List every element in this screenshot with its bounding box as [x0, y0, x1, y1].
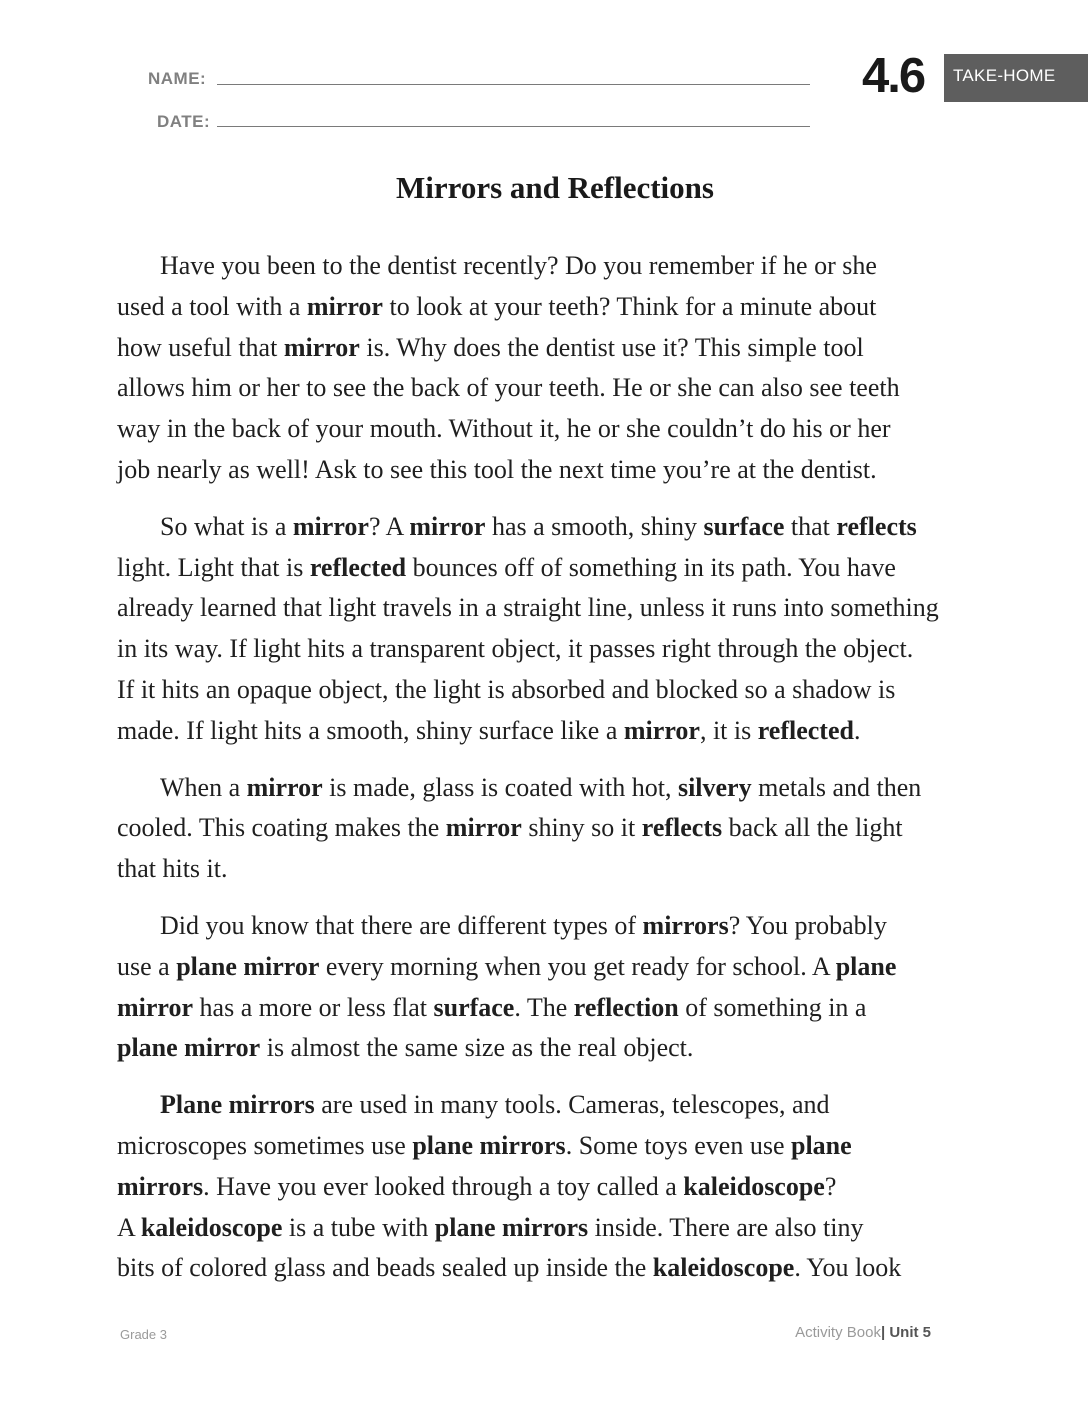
bold-term: plane mirror — [176, 951, 320, 981]
text-run: back all the light — [722, 813, 903, 843]
date-label: DATE: — [157, 112, 211, 131]
bold-term: mirror — [445, 813, 522, 843]
text-run: When a — [160, 772, 247, 802]
text-run: how useful that — [117, 332, 284, 362]
text-run: already learned that light travels in a straight line, unless it runs into something — [117, 593, 939, 623]
name-field[interactable] — [217, 84, 810, 85]
text-line — [117, 507, 1017, 548]
text-run: in its way. If light hits a transparent object, it passes right through the object. — [117, 634, 914, 664]
paragraph — [117, 507, 1017, 752]
text-run: inside. There are also tiny — [588, 1212, 864, 1242]
text-line — [117, 1167, 1017, 1208]
text-run: . Some toys even use — [565, 1130, 791, 1160]
footer-book-info — [795, 1324, 931, 1341]
bold-term: surface — [703, 511, 785, 541]
page-title: Mirrors and Reflections — [396, 170, 714, 205]
text-run: bounces off of something in its path. You have — [406, 552, 896, 582]
article-body — [117, 246, 1017, 1305]
text-run: allows him or her to see the back of your teeth. He or she can also see teeth — [117, 373, 900, 403]
bold-term: plane — [835, 951, 897, 981]
footer-grade: Grade 3 — [120, 1327, 167, 1342]
text-line — [117, 947, 1017, 988]
text-run: ? A — [368, 511, 410, 541]
bold-term: plane — [791, 1130, 852, 1160]
text-run: . — [853, 715, 861, 745]
bold-term: mirror — [283, 332, 360, 362]
text-run: made. If light hits a smooth, shiny surface like a — [117, 715, 624, 745]
text-run: used a tool with a — [117, 291, 307, 321]
bold-term: plane mirrors — [434, 1212, 589, 1242]
paragraph — [117, 1085, 1017, 1289]
bold-term: reflects — [836, 511, 917, 541]
text-line — [117, 629, 1017, 670]
text-run: is a tube with — [282, 1212, 435, 1242]
text-line — [117, 246, 1017, 287]
footer-unit: Unit 5 — [889, 1324, 931, 1341]
bold-term: mirrors — [117, 1171, 204, 1201]
text-line — [117, 588, 1017, 629]
text-run: shiny so it — [521, 813, 642, 843]
text-run: ? — [824, 1171, 837, 1201]
text-run: light. Light that is — [117, 552, 310, 582]
text-run: Have you been to the dentist recently? Do you remember if he or she — [160, 251, 877, 280]
text-line — [117, 1085, 1017, 1126]
text-run: use a — [117, 951, 177, 981]
text-run: way in the back of your mouth. Without it, he or she couldn’t do his or her — [117, 414, 891, 444]
bold-term: mirror — [409, 511, 486, 541]
text-run: metals and then — [751, 772, 922, 802]
bold-term: silvery — [677, 772, 752, 802]
bold-term: Plane mirrors — [160, 1090, 315, 1120]
text-line — [117, 287, 1017, 328]
bold-term: reflection — [573, 992, 679, 1022]
bold-term: reflected — [309, 552, 407, 582]
bold-term: kaleidoscope — [683, 1171, 825, 1201]
text-run: . You look — [794, 1253, 902, 1283]
text-line — [117, 1208, 1017, 1249]
footer-separator: | — [880, 1324, 886, 1341]
bold-term: mirror — [623, 715, 700, 745]
text-line — [117, 808, 1017, 849]
text-run: every morning when you get ready for school. A — [319, 951, 836, 981]
text-run: job nearly as well! Ask to see this tool the next time you’re at the dentist. — [117, 454, 877, 484]
text-run: If it hits an opaque object, the light is absorbed and blocked so a shadow is — [117, 674, 896, 704]
text-line — [117, 1028, 1017, 1069]
text-line — [117, 988, 1017, 1029]
text-run: , it is — [699, 715, 758, 745]
text-run: is almost the same size as the real object. — [260, 1033, 694, 1063]
text-run: is. Why does the dentist use it? This simple tool — [359, 332, 864, 362]
text-run: is made, glass is coated with hot, — [322, 772, 678, 802]
text-run: cooled. This coating makes the — [117, 813, 446, 843]
text-run: Did you know that there are different types of — [160, 910, 643, 940]
text-run: A — [117, 1212, 141, 1242]
text-run: that — [784, 511, 837, 541]
bold-term: kaleidoscope — [140, 1212, 283, 1242]
bold-term: mirror — [292, 511, 369, 541]
text-line — [117, 768, 1017, 809]
paragraph — [117, 768, 1017, 890]
bold-term: mirror — [117, 992, 194, 1022]
text-run: microscopes sometimes use — [117, 1130, 413, 1160]
name-label: NAME: — [148, 69, 207, 88]
text-line — [117, 711, 1017, 752]
bold-term: mirrors — [642, 910, 729, 940]
text-run: So what is a — [160, 511, 293, 541]
paragraph — [117, 906, 1017, 1069]
text-run: . Have you ever looked through a toy called a — [203, 1171, 684, 1201]
text-run: are used in many tools. Cameras, telescopes, and — [314, 1090, 830, 1120]
text-line — [117, 409, 1017, 450]
text-run: ? You probably — [728, 910, 887, 940]
paragraph — [117, 246, 1017, 491]
text-run: has a more or less flat — [193, 992, 434, 1022]
text-run: of something in a — [678, 992, 867, 1022]
bold-term: mirror — [246, 772, 323, 802]
bold-term: plane mirrors — [412, 1130, 566, 1160]
lesson-number: 4.6 — [862, 49, 925, 103]
text-line — [117, 849, 1017, 890]
date-field[interactable] — [217, 126, 810, 127]
text-line — [117, 328, 1017, 369]
text-run: that hits it. — [117, 854, 228, 884]
bold-term: mirror — [306, 291, 383, 321]
bold-term: reflected — [757, 715, 854, 745]
text-run: . The — [514, 992, 574, 1022]
bold-term: reflects — [641, 813, 723, 843]
text-line — [117, 670, 1017, 711]
text-line — [117, 1248, 1017, 1289]
text-line — [117, 368, 1017, 409]
text-run: bits of colored glass and beads sealed up inside the — [117, 1253, 653, 1283]
bold-term: surface — [433, 992, 515, 1022]
bold-term: kaleidoscope — [652, 1253, 795, 1283]
text-line — [117, 450, 1017, 491]
text-line — [117, 548, 1017, 589]
text-run: to look at your teeth? Think for a minute about — [382, 291, 877, 321]
footer-book: Activity Book — [795, 1324, 881, 1341]
text-run: has a smooth, shiny — [485, 511, 704, 541]
text-line — [117, 906, 1017, 947]
take-home-label: TAKE-HOME — [953, 66, 1056, 85]
text-line — [117, 1126, 1017, 1167]
bold-term: plane mirror — [117, 1033, 261, 1063]
